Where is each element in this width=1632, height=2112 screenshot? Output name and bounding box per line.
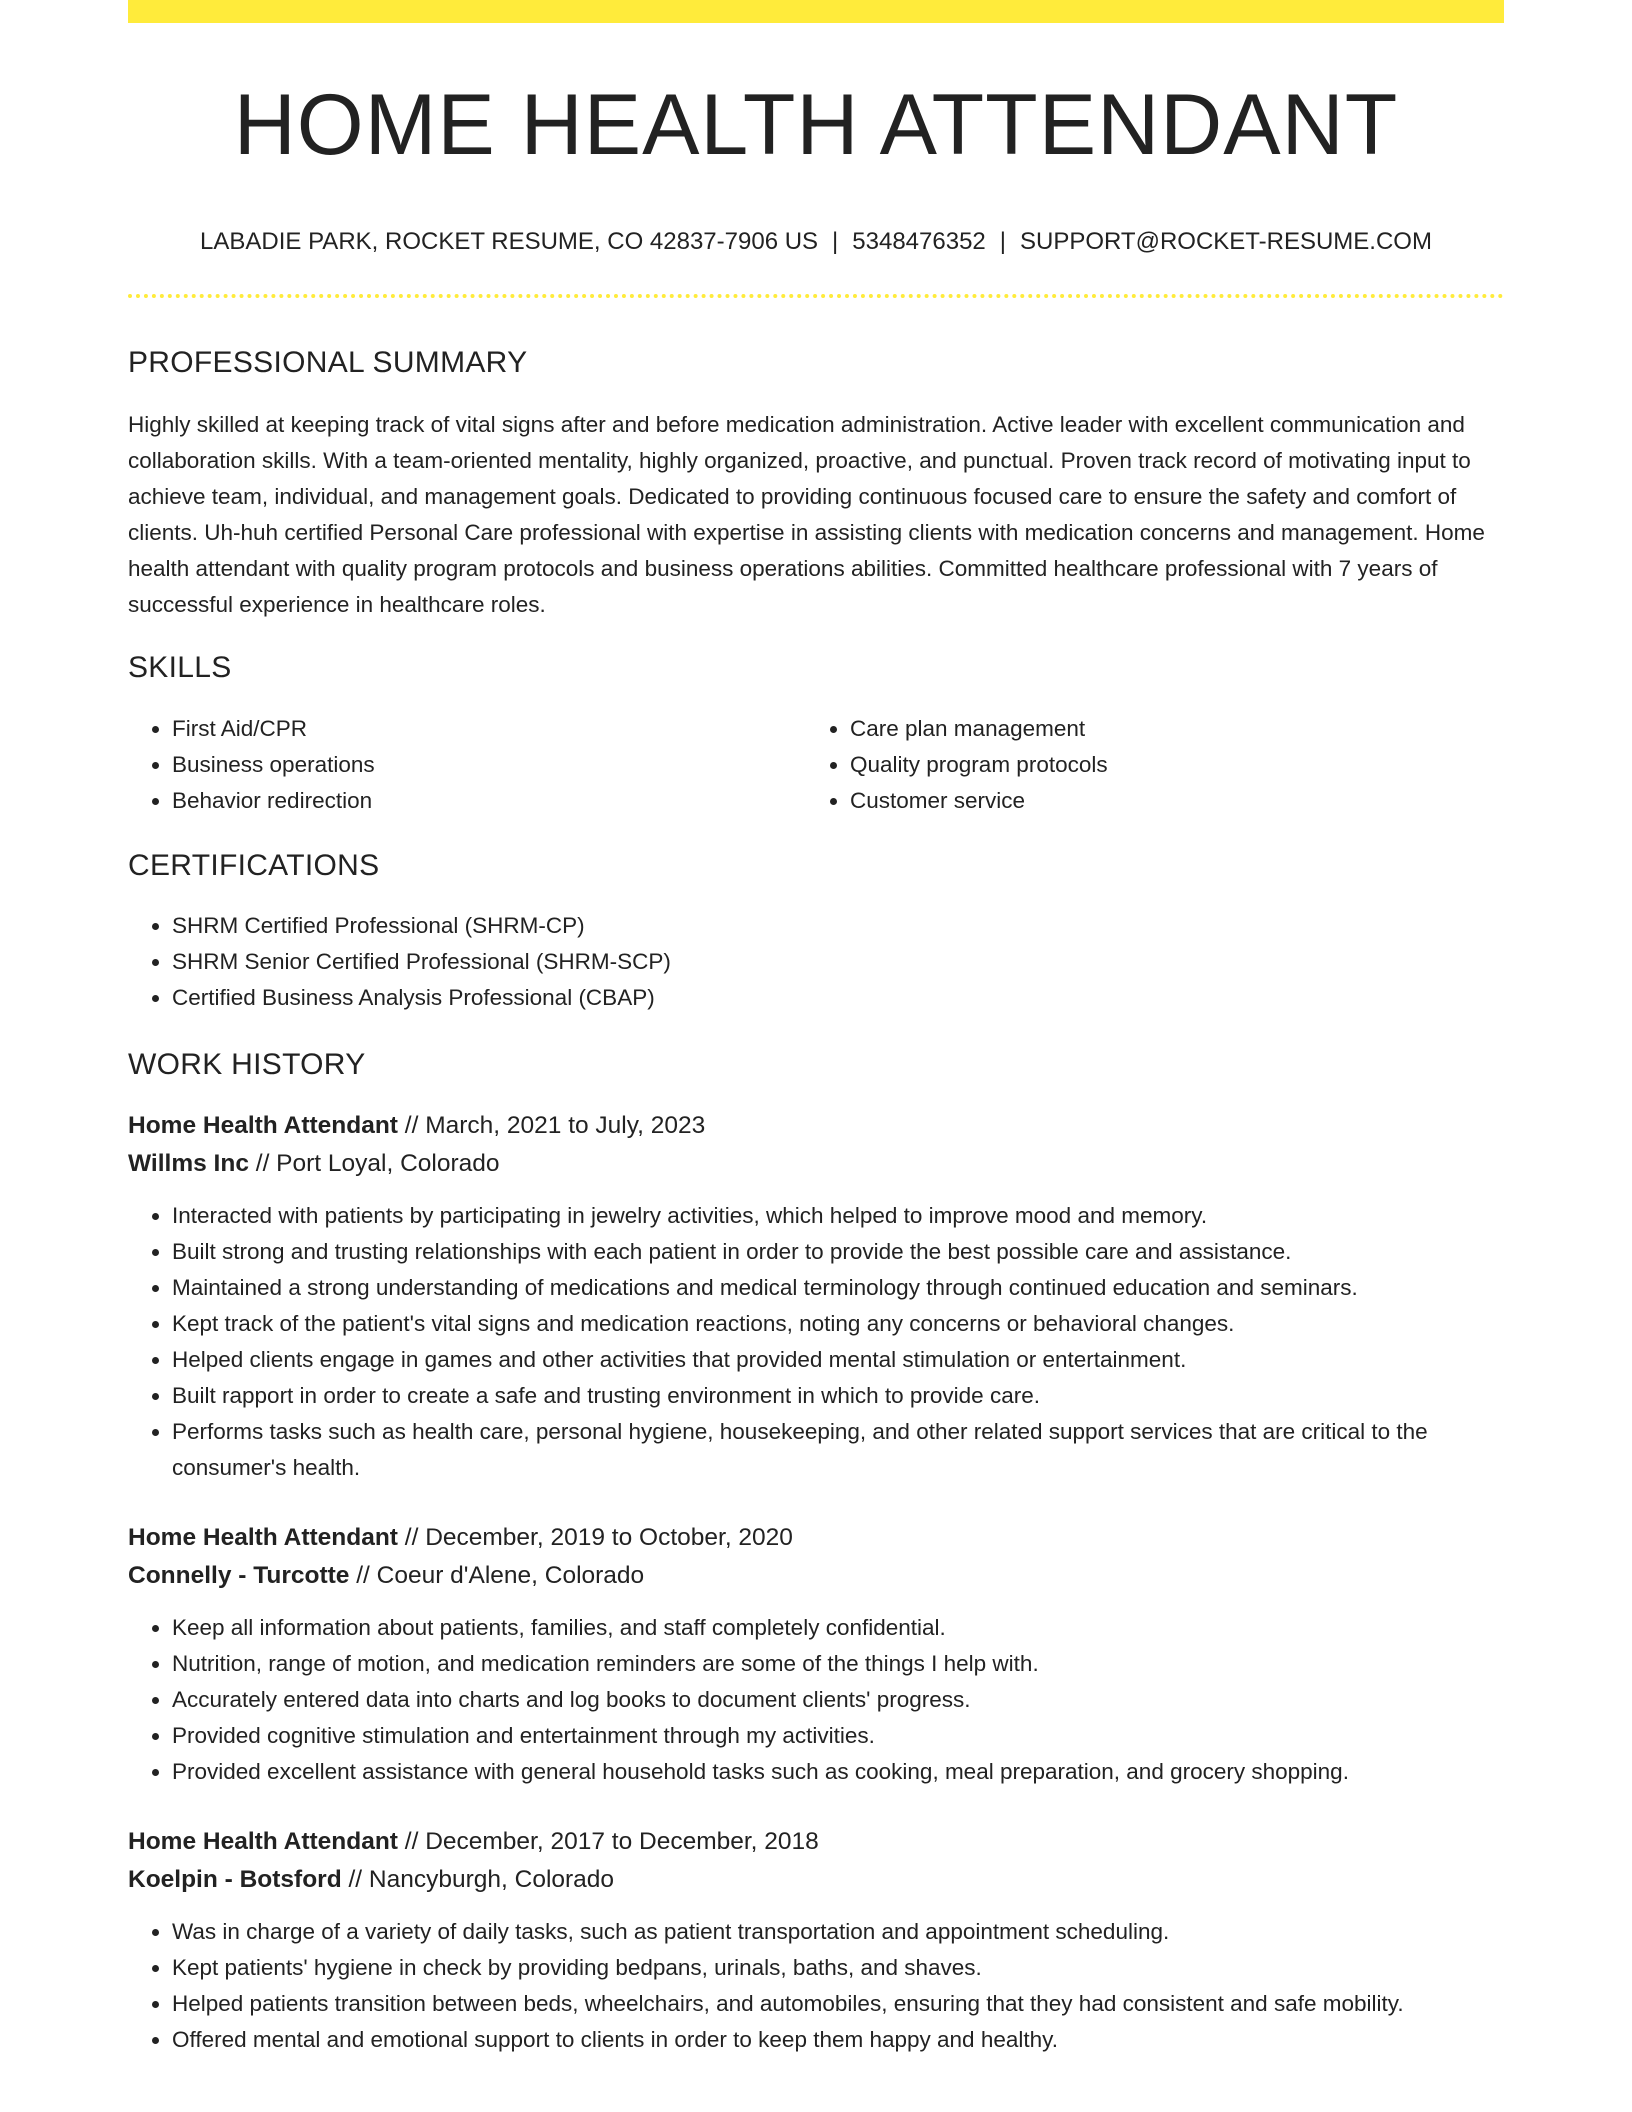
job-duty: • Helped clients engage in games and other activities that provided mental stimulation or entertainment. [172,1342,1504,1378]
certifications-heading: CERTIFICATIONS [128,849,380,883]
skill-item: • Care plan management [850,711,1484,747]
skill-item: • First Aid/CPR [172,711,806,747]
skills-column-left [128,711,806,819]
job-duty: • Built rapport in order to create a safe and trusting environment in which to provide care. [172,1378,1504,1414]
job-company-line [128,1145,1504,1183]
job-dates: // December, 2017 to December, 2018 [397,1828,819,1856]
job-duty: • Provided cognitive stimulation and entertainment through my activities. [172,1718,1504,1754]
contact-address: LABADIE PARK, ROCKET RESUME, CO 42837-7906 US [200,228,819,256]
job-role: Home Health Attendant [128,1828,398,1856]
job-dates: // March, 2021 to July, 2023 [397,1112,706,1140]
skill-item: • Business operations [172,747,806,783]
certification-item: • SHRM Certified Professional (SHRM-CP) [172,908,1504,944]
job-company: Connelly - Turcotte [128,1562,350,1590]
accent-bar [128,0,1504,23]
dotted-divider [128,294,1504,298]
contact-phone: 5348476352 [852,228,986,256]
summary-heading: PROFESSIONAL SUMMARY [128,346,528,380]
job-title-line [128,1519,1504,1557]
job-duty: • Kept track of the patient's vital signs and medication reactions, noting any concerns or behavioral changes. [172,1306,1504,1342]
job-duty: • Helped patients transition between beds, wheelchairs, and automobiles, ensuring that they had consistent and safe mobility. [172,1986,1504,2022]
resume-page [128,0,1504,2058]
job-role: Home Health Attendant [128,1112,398,1140]
job-entry [128,1519,1504,1790]
resume-title: HOME HEALTH ATTENDANT [233,77,1399,173]
job-location: // Nancyburgh, Colorado [341,1866,615,1894]
job-duty: • Offered mental and emotional support to clients in order to keep them happy and healthy. [172,2022,1504,2058]
contact-line [128,228,1504,257]
job-entry [128,1107,1504,1486]
certification-item: • SHRM Senior Certified Professional (SHRM-SCP) [172,944,1504,980]
job-duty: • Kept patients' hygiene in check by providing bedpans, urinals, baths, and shaves. [172,1950,1504,1986]
job-dates: // December, 2019 to October, 2020 [397,1524,793,1552]
contact-separator: | [832,228,839,256]
job-duty: • Nutrition, range of motion, and medication reminders are some of the things I help with. [172,1646,1504,1682]
skills-heading: SKILLS [128,651,232,685]
job-entry [128,1823,1504,2058]
job-duties [128,1914,1504,2058]
summary-text: Highly skilled at keeping track of vital signs after and before medication administration. Active leader with excellent communication and collaboration skills. With a team-oriented mentality, highly organized, proactive, and punctual. Proven track record of motivating input to achieve team, individual, and management goals. Dedicated to providing continuous focused care to ensure the safety and comfort of clients. Uh-huh certified Personal Care professional with expertise in assisting clients with medication concerns and management. Home health attendant with quality program protocols and business operations abilities. Committed healthcare professional with 7 years of successful experience in healthcare roles. [128,412,1485,618]
certifications-list [128,908,1504,1016]
job-duty: • Built strong and trusting relationships with each patient in order to provide the best possible care and assistance. [172,1234,1504,1270]
job-company: Willms Inc [128,1150,249,1178]
skill-item: • Quality program protocols [850,747,1484,783]
job-duty: • Accurately entered data into charts and log books to document clients' progress. [172,1682,1504,1718]
job-duty: • Maintained a strong understanding of medications and medical terminology through continued education and seminars. [172,1270,1504,1306]
skills-grid [128,711,1504,819]
skill-item: • Customer service [850,783,1484,819]
job-company-line [128,1861,1504,1899]
job-duties [128,1610,1504,1790]
job-duty: • Performs tasks such as health care, personal hygiene, housekeeping, and other related support services that are critical to the consumer's health. [172,1414,1504,1486]
certification-item: • Certified Business Analysis Professional (CBAP) [172,980,1504,1016]
work-history-heading: WORK HISTORY [128,1048,366,1082]
job-duty: • Keep all information about patients, families, and staff completely confidential. [172,1610,1504,1646]
job-duties [128,1198,1504,1486]
job-role: Home Health Attendant [128,1524,398,1552]
job-duty: • Provided excellent assistance with general household tasks such as cooking, meal preparation, and grocery shopping. [172,1754,1504,1790]
job-title-line [128,1823,1504,1861]
contact-separator: | [999,228,1006,256]
job-location: // Coeur d'Alene, Colorado [349,1562,645,1590]
skill-item: • Behavior redirection [172,783,806,819]
job-title-line [128,1107,1504,1145]
skills-column-right [806,711,1484,819]
job-location: // Port Loyal, Colorado [248,1150,500,1178]
job-duty: • Interacted with patients by participating in jewelry activities, which helped to improve mood and memory. [172,1198,1504,1234]
job-duty: • Was in charge of a variety of daily tasks, such as patient transportation and appointment scheduling. [172,1914,1504,1950]
job-company-line [128,1557,1504,1595]
contact-email[interactable]: SUPPORT@ROCKET-RESUME.COM [1020,228,1432,256]
job-company: Koelpin - Botsford [128,1866,342,1894]
